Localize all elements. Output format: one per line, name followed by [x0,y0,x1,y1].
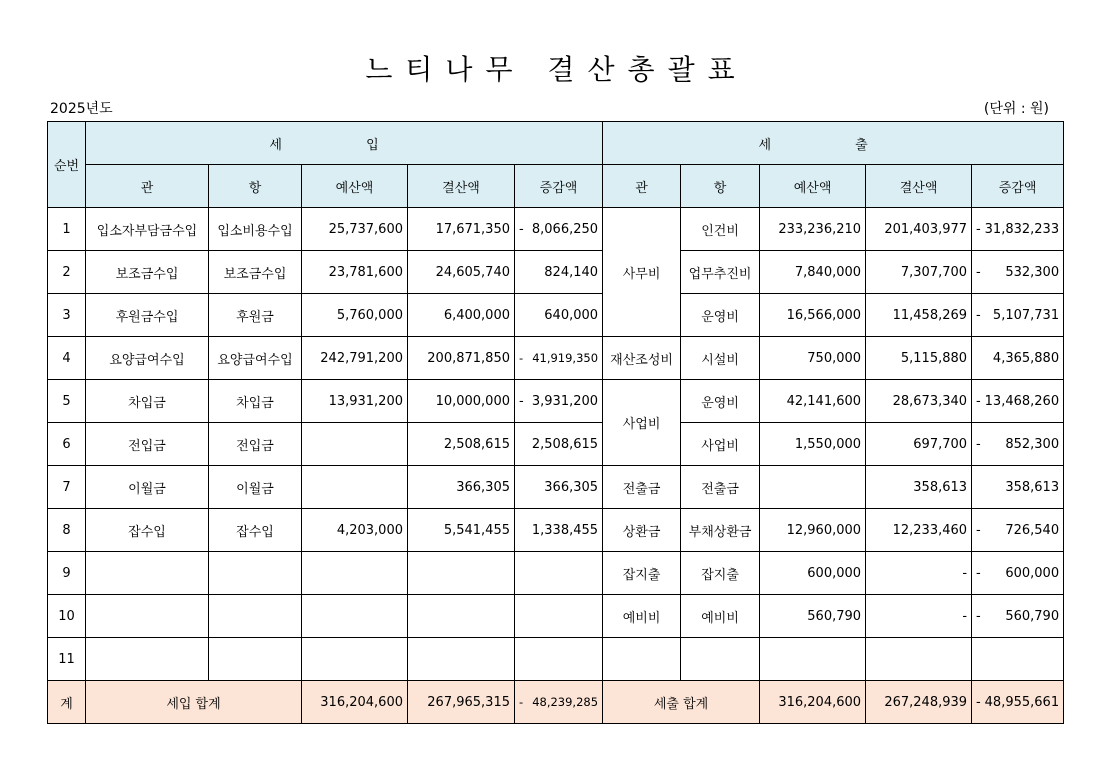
expense-hang: 잡지출 [681,552,760,595]
expense-hang: 예비비 [681,595,760,638]
table-row [48,595,1064,638]
expense-budget [760,466,866,509]
table-row [48,638,1064,681]
expense-budget: 560,790 [760,595,866,638]
income-total-budget: 316,204,600 [302,681,408,724]
diff-value: 600,000 [1005,565,1060,581]
diff-value: 5,107,731 [992,307,1060,323]
diff-value: 8,066,250 [531,221,599,237]
income-hang: 전입금 [209,423,302,466]
income-hang: 이월금 [209,466,302,509]
col-hang: 항 [209,165,302,208]
col-gwan: 관 [86,165,209,208]
income-budget: 242,791,200 [302,337,408,380]
income-hang: 차입금 [209,380,302,423]
expense-total-settle: 267,248,939 [866,681,972,724]
expense-total-diff [972,681,1064,724]
income-gwan: 이월금 [86,466,209,509]
diff-value: 48,239,285 [532,695,599,709]
income-gwan: 잡수입 [86,509,209,552]
diff-sign: - [976,393,981,409]
expense-budget: 750,000 [760,337,866,380]
diff-sign: - [976,608,981,624]
expense-hang: 업무추진비 [681,251,760,294]
income-settle: 366,305 [408,466,515,509]
income-budget [302,595,408,638]
income-budget: 23,781,600 [302,251,408,294]
expense-header: 세 출 [603,122,1064,165]
income-gwan [86,638,209,681]
income-diff [515,509,603,552]
income-settle: 17,671,350 [408,208,515,251]
expense-settle: 358,613 [866,466,972,509]
expense-hang: 운영비 [681,380,760,423]
table-row [48,466,1064,509]
expense-settle: 7,307,700 [866,251,972,294]
expense-hang: 전출금 [681,466,760,509]
diff-sign: - [976,694,981,710]
total-label: 계 [48,681,86,724]
income-settle: 2,508,615 [408,423,515,466]
income-diff [515,638,603,681]
diff-sign: - [976,221,981,237]
income-gwan: 보조금수입 [86,251,209,294]
expense-budget: 7,840,000 [760,251,866,294]
income-budget: 25,737,600 [302,208,408,251]
diff-value: 1,338,455 [531,522,599,538]
diff-value: 2,508,615 [531,436,599,452]
expense-settle: - [866,595,972,638]
expense-budget: 1,550,000 [760,423,866,466]
income-settle [408,638,515,681]
table-row [48,380,1064,423]
row-number: 7 [48,466,86,509]
expense-settle: 28,673,340 [866,380,972,423]
income-gwan [86,552,209,595]
diff-sign: - [976,307,981,323]
diff-value: 48,955,661 [984,694,1060,710]
expense-diff [972,638,1064,681]
diff-sign: - [976,264,981,280]
table-row [48,294,1064,337]
income-diff [515,466,603,509]
settlement-table [47,121,1064,724]
income-hang: 보조금수입 [209,251,302,294]
row-number: 8 [48,509,86,552]
diff-sign: - [976,522,981,538]
table-row [48,423,1064,466]
income-budget: 5,760,000 [302,294,408,337]
income-settle [408,552,515,595]
expense-settle: 5,115,880 [866,337,972,380]
expense-budget: 233,236,210 [760,208,866,251]
col-hang: 항 [681,165,760,208]
income-total-diff [515,681,603,724]
table-row [48,509,1064,552]
col-diff: 증감액 [972,165,1064,208]
expense-gwan [603,638,681,681]
row-number: 4 [48,337,86,380]
income-gwan: 입소자부담금수입 [86,208,209,251]
expense-diff [972,595,1064,638]
expense-gwan: 잡지출 [603,552,681,595]
income-gwan: 후원금수입 [86,294,209,337]
expense-diff [972,466,1064,509]
row-number: 3 [48,294,86,337]
expense-settle: - [866,552,972,595]
seq-header: 순번 [48,122,86,208]
income-diff [515,294,603,337]
income-budget [302,552,408,595]
row-number: 6 [48,423,86,466]
col-budget: 예산액 [760,165,866,208]
row-number: 11 [48,638,86,681]
income-hang [209,552,302,595]
expense-gwan: 재산조성비 [603,337,681,380]
income-budget: 13,931,200 [302,380,408,423]
diff-value: 852,300 [1005,436,1060,452]
income-hang: 요양급여수입 [209,337,302,380]
income-settle: 5,541,455 [408,509,515,552]
expense-diff [972,294,1064,337]
diff-value: 560,790 [1005,608,1060,624]
income-settle: 6,400,000 [408,294,515,337]
row-number: 2 [48,251,86,294]
diff-value: 31,832,233 [984,221,1060,237]
expense-settle: 201,403,977 [866,208,972,251]
expense-budget [760,638,866,681]
expense-settle: 12,233,460 [866,509,972,552]
income-gwan: 차입금 [86,380,209,423]
table-row [48,251,1064,294]
table-row [48,208,1064,251]
page-title: 느티나무 결산총괄표 [365,53,748,86]
income-hang [209,638,302,681]
income-budget [302,638,408,681]
diff-value: 532,300 [1005,264,1060,280]
diff-sign: - [976,565,981,581]
expense-diff [972,380,1064,423]
income-total-label: 세입 합계 [86,681,302,724]
diff-value: 3,931,200 [531,393,599,409]
expense-diff [972,337,1064,380]
total-row [48,681,1064,724]
expense-gwan: 사업비 [603,380,681,466]
expense-hang: 시설비 [681,337,760,380]
row-number: 1 [48,208,86,251]
expense-budget: 16,566,000 [760,294,866,337]
diff-sign: - [976,436,981,452]
income-gwan: 요양급여수입 [86,337,209,380]
income-settle: 24,605,740 [408,251,515,294]
expense-gwan: 상환금 [603,509,681,552]
income-diff [515,208,603,251]
diff-value: 366,305 [544,479,599,495]
diff-value: 4,365,880 [992,350,1060,366]
diff-value: 41,919,350 [532,351,599,365]
income-diff [515,251,603,294]
expense-budget: 600,000 [760,552,866,595]
expense-hang [681,638,760,681]
income-gwan: 전입금 [86,423,209,466]
income-diff [515,595,603,638]
col-budget: 예산액 [302,165,408,208]
table-row [48,337,1064,380]
expense-diff [972,251,1064,294]
expense-diff [972,509,1064,552]
expense-diff [972,423,1064,466]
income-diff [515,380,603,423]
expense-total-budget: 316,204,600 [760,681,866,724]
row-number: 10 [48,595,86,638]
row-number: 5 [48,380,86,423]
expense-hang: 부채상환금 [681,509,760,552]
col-gwan: 관 [603,165,681,208]
income-settle [408,595,515,638]
row-number: 9 [48,552,86,595]
expense-hang: 인건비 [681,208,760,251]
expense-budget: 42,141,600 [760,380,866,423]
expense-hang: 사업비 [681,423,760,466]
col-diff: 증감액 [515,165,603,208]
income-diff [515,423,603,466]
income-diff [515,337,603,380]
expense-settle [866,638,972,681]
income-settle: 200,871,850 [408,337,515,380]
table-row [48,552,1064,595]
income-diff [515,552,603,595]
expense-total-label: 세출 합계 [603,681,760,724]
diff-value: 640,000 [544,307,599,323]
income-hang [209,595,302,638]
diff-value: 358,613 [1005,479,1060,495]
income-header: 세 입 [86,122,603,165]
income-total-settle: 267,965,315 [408,681,515,724]
diff-sign: - [519,351,524,365]
diff-value: 13,468,260 [984,393,1060,409]
diff-sign: - [519,393,524,409]
diff-sign: - [519,221,524,237]
diff-sign: - [519,695,524,709]
expense-settle: 11,458,269 [866,294,972,337]
income-hang: 후원금 [209,294,302,337]
expense-gwan: 전출금 [603,466,681,509]
income-budget [302,466,408,509]
income-gwan [86,595,209,638]
expense-gwan: 예비비 [603,595,681,638]
income-hang: 입소비용수입 [209,208,302,251]
income-hang: 잡수입 [209,509,302,552]
diff-value: 824,140 [544,264,599,280]
income-settle: 10,000,000 [408,380,515,423]
fiscal-year: 2025년도 [50,101,113,117]
col-settle: 결산액 [866,165,972,208]
unit-label: (단위 : 원) [983,101,1049,117]
diff-value: 726,540 [1005,522,1060,538]
expense-gwan: 사무비 [603,208,681,337]
income-budget: 4,203,000 [302,509,408,552]
expense-hang: 운영비 [681,294,760,337]
income-budget [302,423,408,466]
expense-budget: 12,960,000 [760,509,866,552]
expense-diff [972,552,1064,595]
expense-settle: 697,700 [866,423,972,466]
col-settle: 결산액 [408,165,515,208]
expense-diff [972,208,1064,251]
